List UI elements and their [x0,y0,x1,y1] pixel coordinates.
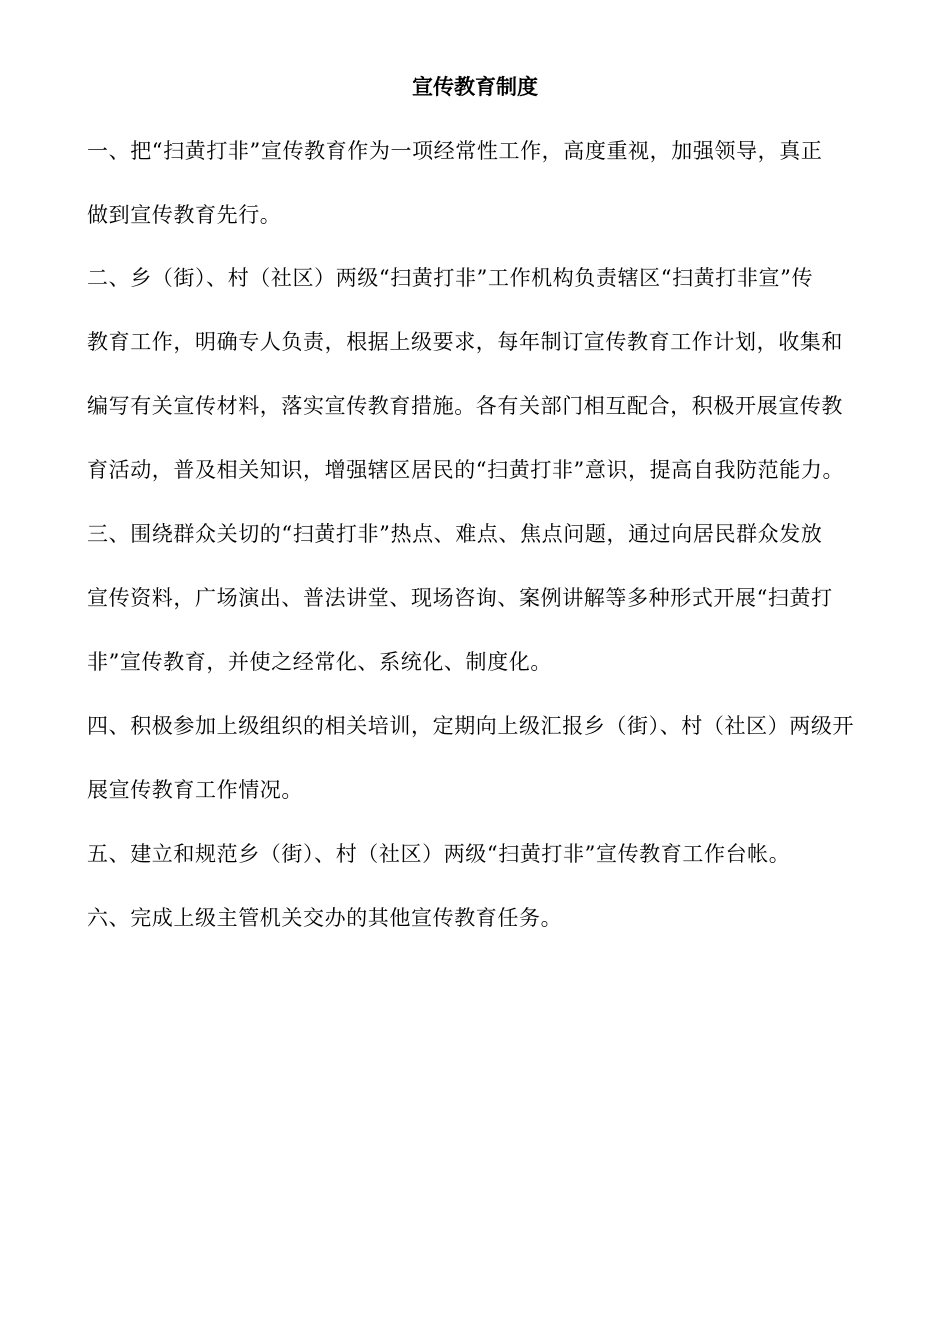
paragraph-4-line-1: 四、积极参加上级组织的相关培训，定期向上级汇报乡（街）、村（社区）两级开 [87,714,855,738]
paragraph-2-line-4: 育活动，普及相关知识，增强辖区居民的“扫黄打非”意识，提高自我防范能力。 [87,458,845,482]
document-title: 宣传教育制度 [412,74,538,99]
paragraph-4-line-2: 展宣传教育工作情况。 [87,778,303,802]
paragraph-3-line-1: 三、围绕群众关切的“扫黄打非”热点、难点、焦点问题，通过向居民群众发放 [87,522,823,546]
paragraph-1-line-2: 做到宣传教育先行。 [87,203,282,227]
paragraph-2-line-2: 教育工作，明确专人负责，根据上级要求，每年制订宣传教育工作计划，收集和 [87,330,843,354]
paragraph-2-line-3: 编写有关宣传材料，落实宣传教育措施。各有关部门相互配合，积极开展宣传教 [87,394,843,418]
paragraph-3-line-2: 宣传资料，广场演出、普法讲堂、现场咨询、案例讲解等多种形式开展“扫黄打 [87,586,833,610]
paragraph-3-line-3: 非”宣传教育，并使之经常化、系统化、制度化。 [87,650,552,674]
paragraph-1-line-1: 一、把“扫黄打非”宣传教育作为一项经常性工作，高度重视，加强领导，真正 [87,139,823,163]
paragraph-6-line-1: 六、完成上级主管机关交办的其他宣传教育任务。 [87,906,563,930]
paragraph-5-line-1: 五、建立和规范乡（街）、村（社区）两级“扫黄打非”宣传教育工作台帐。 [87,842,791,866]
paragraph-2-line-1: 二、乡（街）、村（社区）两级“扫黄打非”工作机构负责辖区“扫黄打非宣”传 [87,266,814,290]
